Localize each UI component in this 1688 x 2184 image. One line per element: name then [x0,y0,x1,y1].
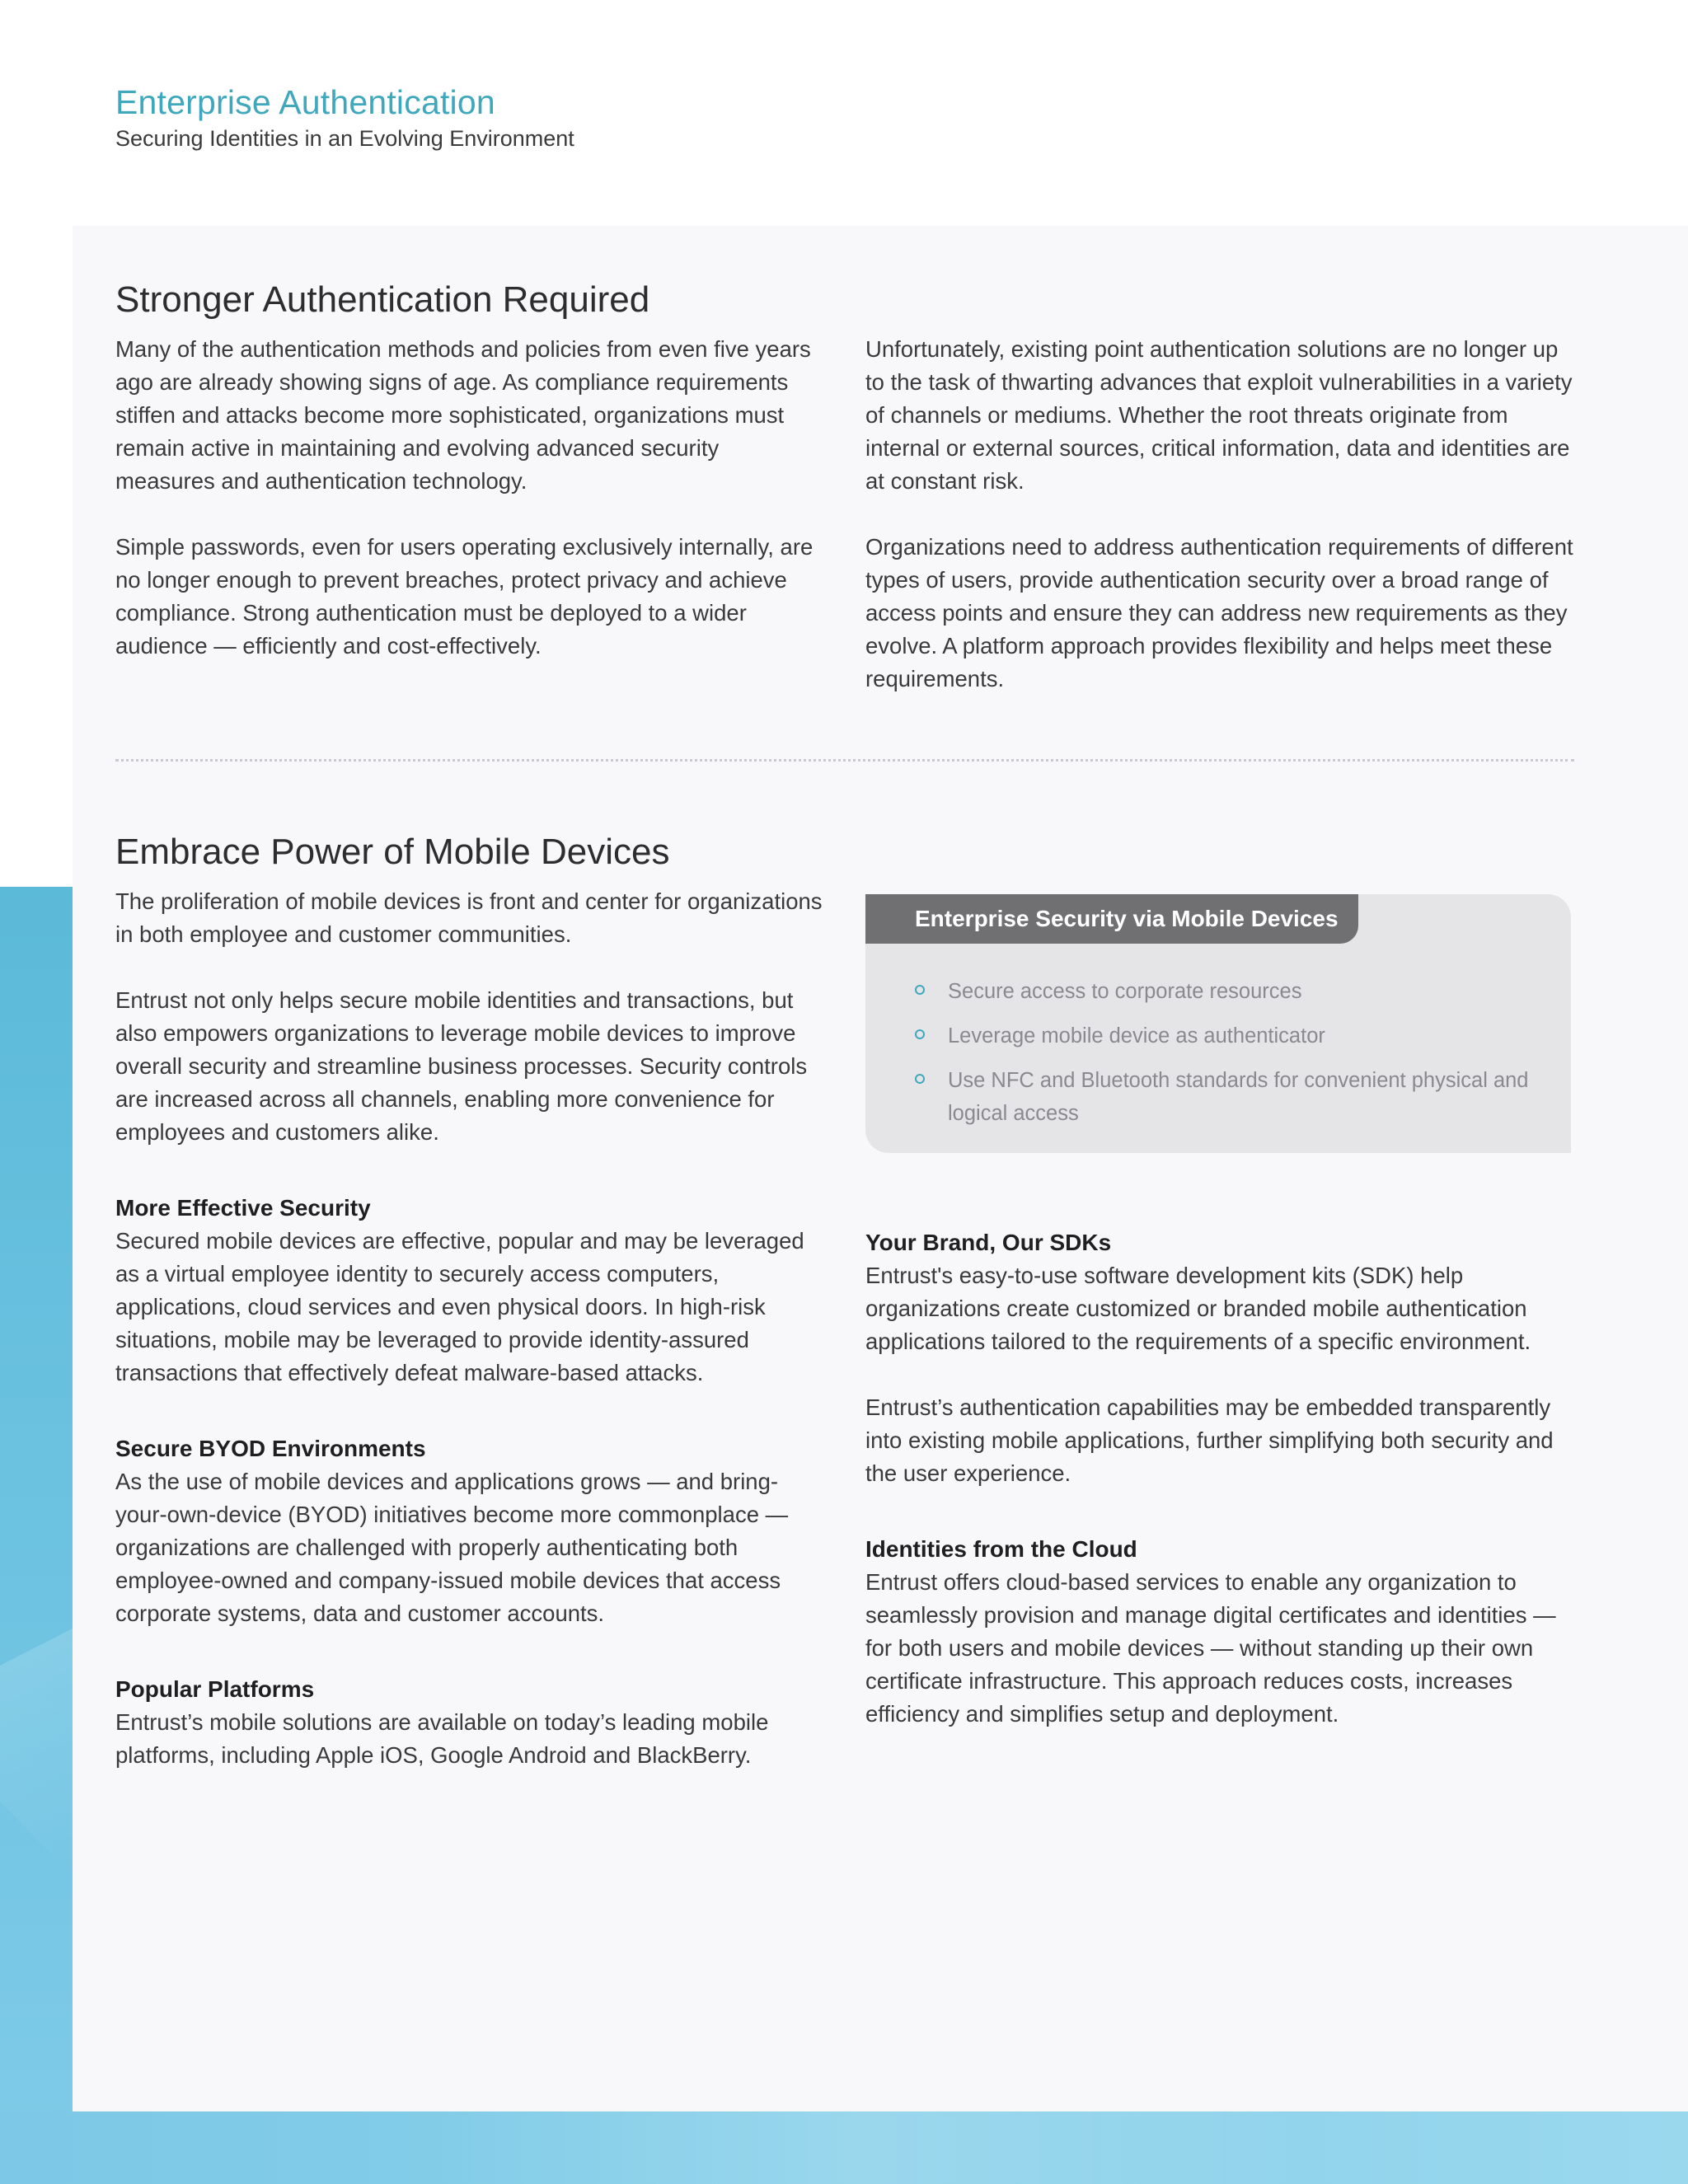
subheading-popular-platforms: Popular Platforms [115,1676,315,1702]
subheading-identities-from-cloud: Identities from the Cloud [865,1536,1137,1562]
paragraph: Entrust's easy-to-use software development kits (SDK) help organizations create customized or branded mobile authentication applications tailored to the requirements of a specific environment. [865,1263,1531,1354]
section2-right-column [865,1226,1574,1764]
paragraph: Unfortunately, existing point authentication solutions are no longer up to the task of thwarting advances that exploit vulnerabilities in a variety of channels or mediums. Whether the root threats originate from internal or external sources, critical information, data and identities are at constant risk. [865,336,1573,494]
section1-right-column [865,333,1574,729]
list-item [915,975,1541,1008]
paragraph: Entrust not only helps secure mobile identities and transactions, but also empowers organizations to leverage mobile devices to improve overall security and streamline business processes. Security controls are increased across all channels, enabling more convenience for employees and customers alike. [115,987,808,1145]
subheading-your-brand-our-sdks: Your Brand, Our SDKs [865,1230,1112,1255]
circle-bullet-icon [915,1074,925,1084]
subheading-more-effective-security: More Effective Security [115,1195,371,1221]
paragraph: Many of the authentication methods and policies from even five years ago are already showing signs of age. As compliance requirements stiffen and attacks become more sophisticated, organizations must remain active in maintaining and evolving advanced security measures and authentication technology. [115,336,811,494]
paragraph: Simple passwords, even for users operating exclusively internally, are no longer enough to prevent breaches, protect privacy and achieve compliance. Strong authentication must be deployed to a wider audience — efficiently and cost-effectively. [115,534,814,658]
paragraph: Entrust’s authentication capabilities may be embedded transparently into existing mobile applications, further simplifying both security and the user experience. [865,1394,1554,1486]
section1-left-column [115,333,824,696]
section-title-stronger-authentication: Stronger Authentication Required [115,279,650,320]
page-header [115,81,574,153]
list-item-text: Secure access to corporate resources [948,980,1302,1003]
paragraph: Organizations need to address authentication requirements of different types of users, provide authentication security over a broad range of access points and ensure they can address new requirements as they evolve. A platform approach provides flexibility and helps meet these requirements. [865,534,1573,691]
paragraph: The proliferation of mobile devices is front and center for organizations in both employee and customer communities. [115,888,823,947]
list-item-text: Leverage mobile device as authenticator [948,1024,1325,1047]
decorative-blue-band-left [0,887,73,2184]
page-title: Enterprise Authentication [115,83,495,121]
list-item [915,1064,1541,1130]
list-item-text: Use NFC and Bluetooth standards for convenient physical and logical access [948,1069,1529,1125]
callout-title: Enterprise Security via Mobile Devices [865,894,1358,944]
subheading-secure-byod: Secure BYOD Environments [115,1436,426,1461]
circle-bullet-icon [915,1029,925,1039]
dotted-divider [115,759,1574,762]
paragraph: As the use of mobile devices and applications grows — and bring-your-own-device (BYOD) initiatives become more commonplace — organizations are challenged with properly authenticating both employee-owned and company-issued mobile devices that access corporate systems, data and customer accounts. [115,1469,789,1626]
paragraph: Entrust offers cloud-based services to enable any organization to seamlessly provision and manage digital certificates and identities — for both users and mobile devices — without standing up their own certificate infrastructure. This approach reduces costs, increases efficiency and simplifies setup and deployment. [865,1569,1556,1727]
callout-list [915,975,1541,1141]
callout-box [865,894,1571,1153]
page-subtitle: Securing Identities in an Evolving Environment [115,126,574,151]
paragraph: Entrust’s mobile solutions are available on today’s leading mobile platforms, including Apple iOS, Google Android and BlackBerry. [115,1709,769,1768]
section2-left-column [115,885,824,1805]
paragraph: Secured mobile devices are effective, popular and may be leveraged as a virtual employee identity to securely access computers, applications, cloud services and even physical doors. In high-risk situations, mobile may be leveraged to provide identity-assured transactions that effectively defeat malware-based attacks. [115,1228,804,1385]
section-title-mobile-devices: Embrace Power of Mobile Devices [115,832,670,872]
list-item [915,1019,1541,1052]
circle-bullet-icon [915,985,925,995]
decorative-blue-band-bottom [0,2111,1688,2184]
